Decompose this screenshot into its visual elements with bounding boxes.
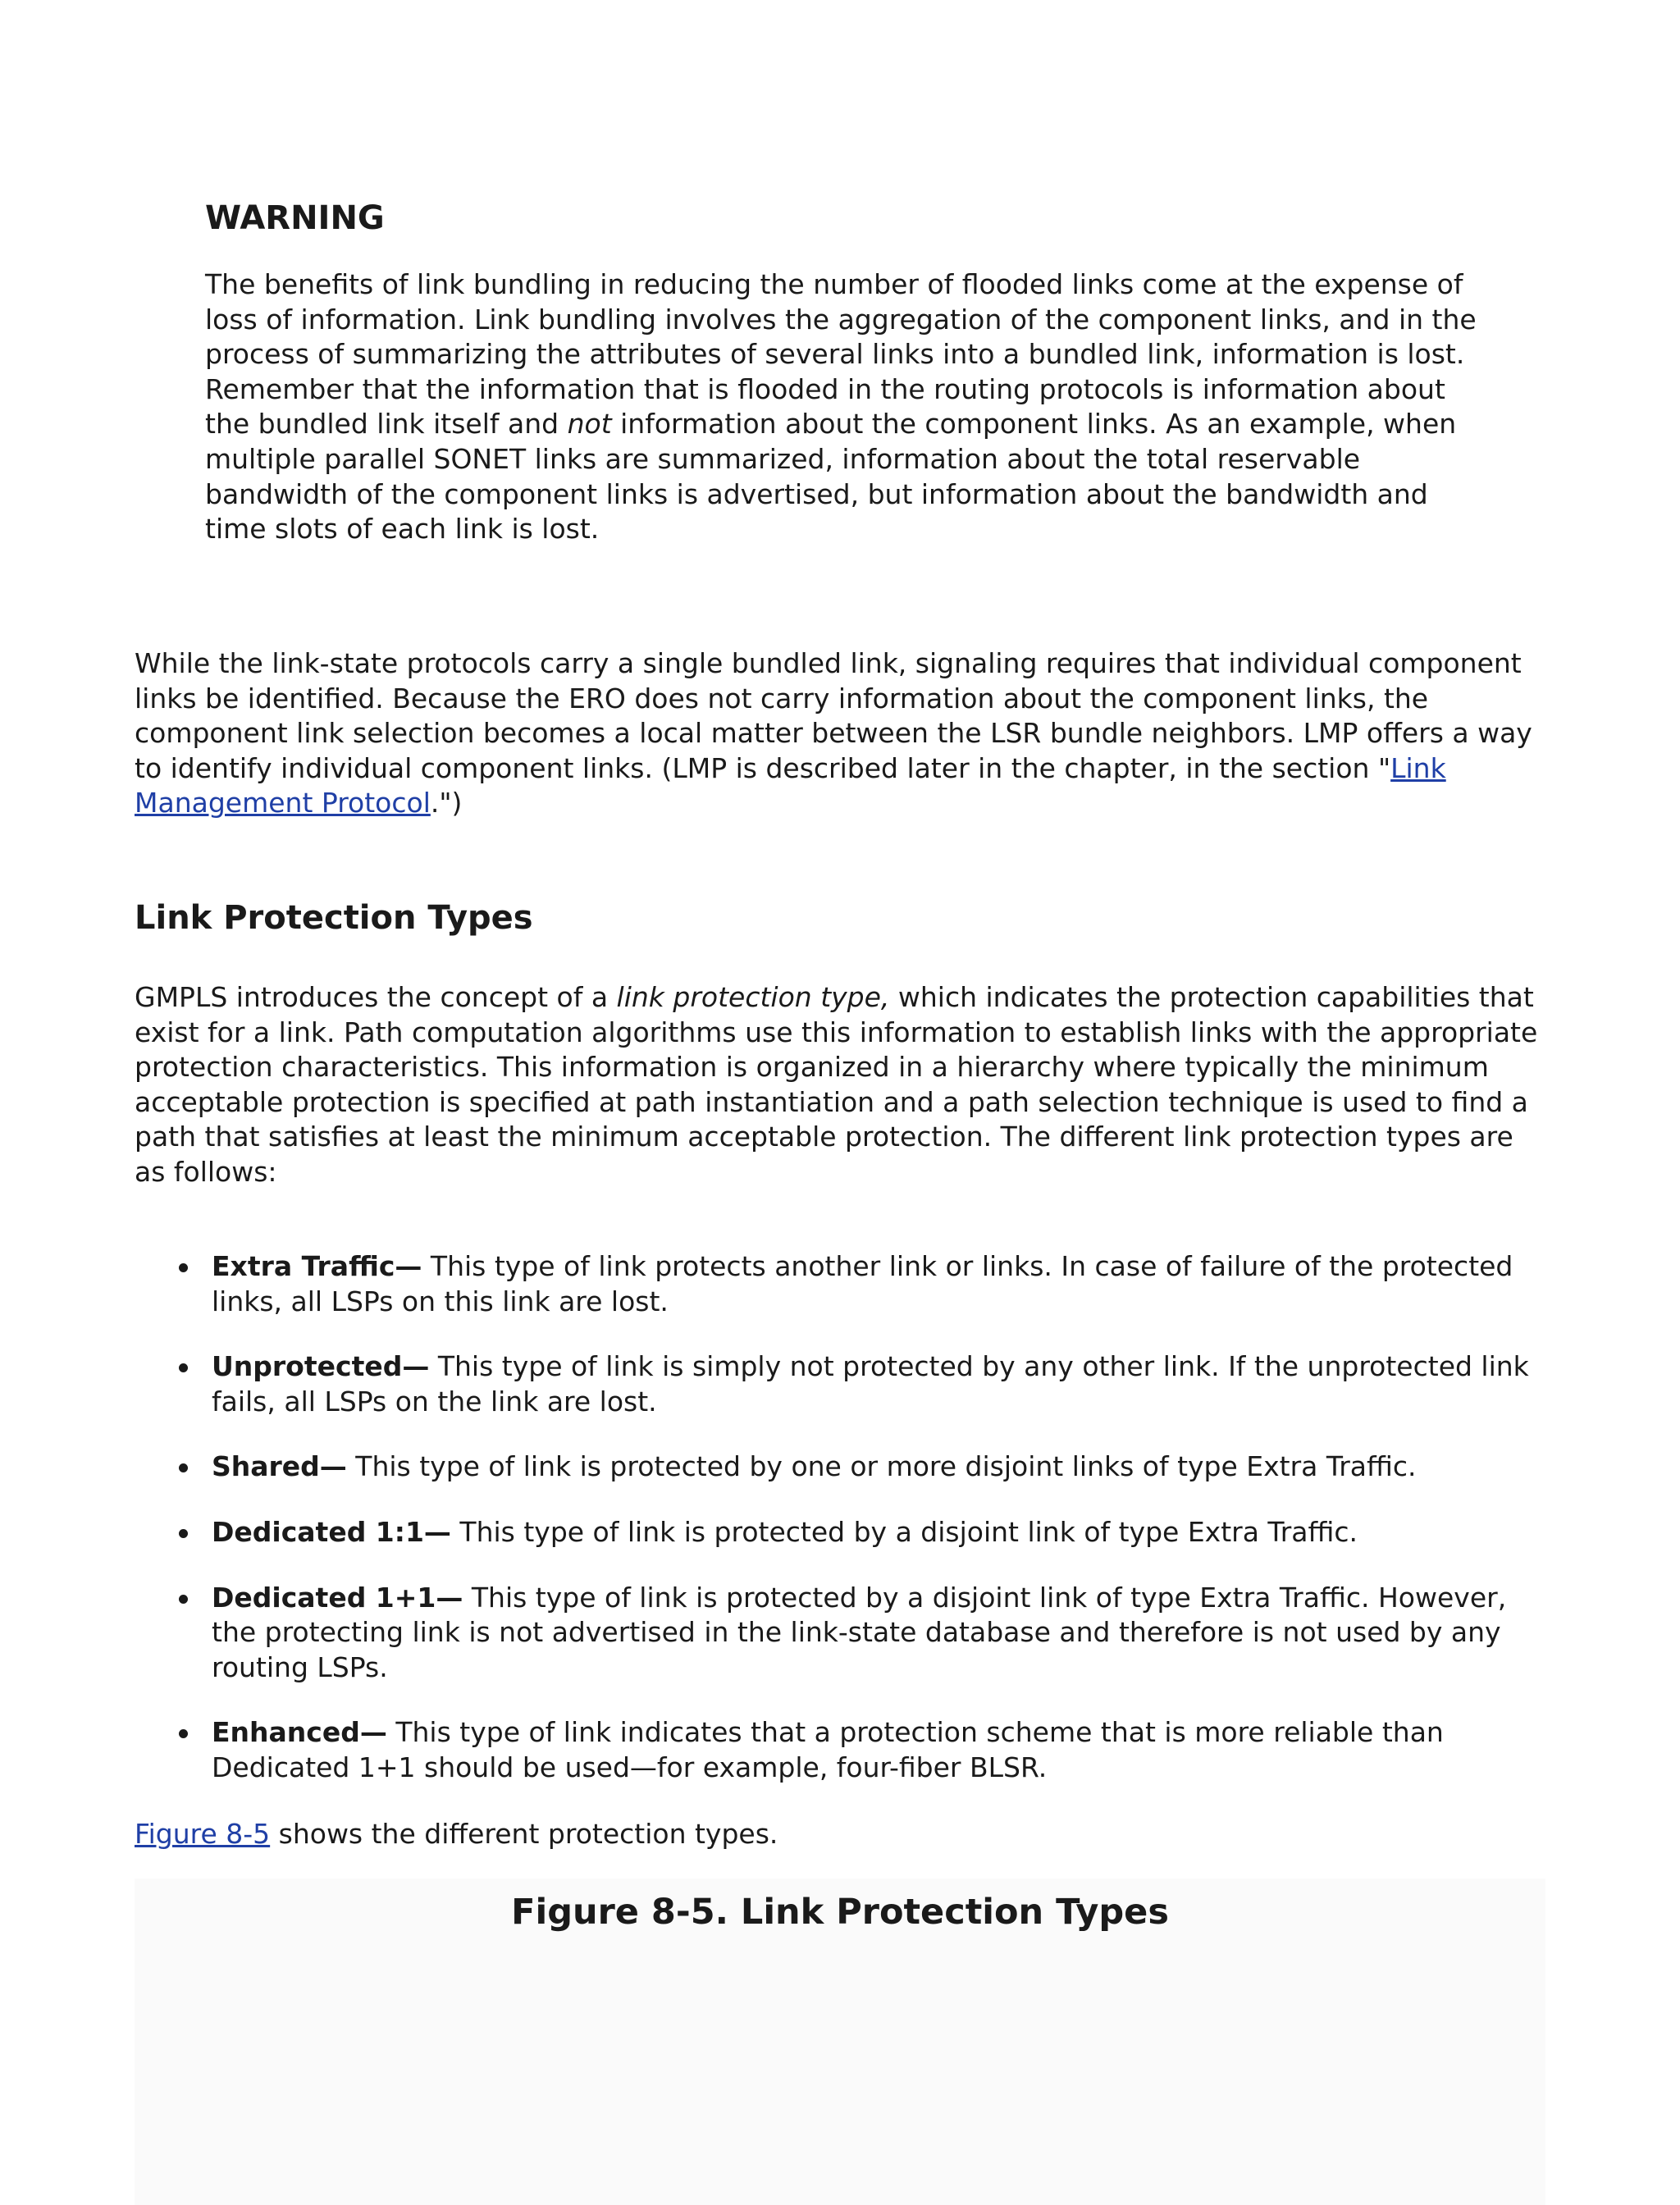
paragraph-gmpls bbox=[135, 980, 1545, 1190]
warning-box bbox=[205, 197, 1485, 547]
list-item-term: Extra Traffic— bbox=[212, 1250, 422, 1282]
list-item-term: Unprotected— bbox=[212, 1350, 430, 1383]
paragraph-text: GMPLS introduces the concept of a bbox=[135, 981, 617, 1013]
list-item bbox=[135, 1249, 1545, 1319]
list-item bbox=[135, 1715, 1545, 1785]
bullet-icon bbox=[179, 1595, 188, 1604]
bullet-icon bbox=[179, 1263, 188, 1272]
term-link-protection-type: link protection type, bbox=[616, 981, 890, 1013]
list-item-desc: This type of link is protected by a disjoint link of type Extra Traffic. However, the protecting link is not advertised in the link-state database and therefore is not used by any routing LSPs. bbox=[212, 1581, 1507, 1683]
list-item bbox=[135, 1515, 1545, 1550]
paragraph-link-state bbox=[135, 646, 1545, 821]
list-item-term: Shared— bbox=[212, 1450, 347, 1483]
list-item-term: Dedicated 1:1— bbox=[212, 1515, 451, 1548]
warning-text-1: The benefits of link bundling in reducing the number of flooded links come at the expense of loss of information. Link bundling involves the aggregation of the component links, and in the process of summarizing the attributes of several links into a bundled link, information is lost. Remember that the information that is flooded in the routing protocols is information about the bundled link itself and bbox=[205, 268, 1477, 441]
paragraph-text: which indicates the protection capabilities that exist for a link. Path computation algorithms use this information to establish links with the appropriate protection characteristics. This information is organized in a hierarchy where typically the minimum acceptable protection is specified at path instantiation and a path selection technique is used to find a path that satisfies at least the minimum acceptable protection. The different link protection types are as follows: bbox=[135, 981, 1538, 1188]
warning-body bbox=[205, 267, 1485, 547]
bullet-icon bbox=[179, 1463, 188, 1472]
warning-emphasis-not: not bbox=[567, 408, 612, 441]
paragraph-text: shows the different protection types. bbox=[270, 1818, 778, 1850]
list-item-desc: This type of link protects another link or links. In case of failure of the protected links, all LSPs on this link are lost. bbox=[212, 1250, 1513, 1317]
list-item-desc: This type of link indicates that a protection scheme that is more reliable than Dedicated 1+1 should be used—for example, four-fiber BLSR. bbox=[212, 1716, 1444, 1783]
list-item-desc: This type of link is protected by one or more disjoint links of type Extra Traffic. bbox=[346, 1450, 1417, 1483]
paragraph-figure-ref bbox=[135, 1817, 1545, 1852]
list-item bbox=[135, 1449, 1545, 1485]
warning-title: WARNING bbox=[205, 199, 385, 237]
bullet-icon bbox=[179, 1729, 188, 1738]
list-item bbox=[135, 1581, 1545, 1686]
paragraph-end: .") bbox=[430, 787, 463, 819]
protection-types-list bbox=[135, 1249, 1545, 1816]
list-item bbox=[135, 1349, 1545, 1419]
figure-caption: Figure 8-5. Link Protection Types bbox=[511, 1892, 1169, 1933]
list-item-term: Dedicated 1+1— bbox=[212, 1581, 463, 1614]
list-item-desc: This type of link is protected by a disjoint link of type Extra Traffic. bbox=[450, 1515, 1358, 1548]
bullet-icon bbox=[179, 1529, 188, 1538]
bullet-icon bbox=[179, 1363, 188, 1372]
figure-8-5-link[interactable]: Figure 8-5 bbox=[135, 1818, 271, 1850]
list-item-term: Enhanced— bbox=[212, 1716, 387, 1749]
section-heading: Link Protection Types bbox=[135, 899, 533, 937]
paragraph-text: While the link-state protocols carry a single bundled link, signaling requires that individual component links be identified. Because the ERO does not carry information about the component links, the component link selection becomes a local matter between the LSR bundle neighbors. LMP offers a way to identify individual component links. (LMP is described later in the chapter, in the section " bbox=[135, 647, 1532, 784]
list-item-desc: This type of link is simply not protected by any other link. If the unprotected link fails, all LSPs on the link are lost. bbox=[212, 1350, 1529, 1418]
link-management-protocol-link[interactable]: Link Management Protocol bbox=[135, 751, 1446, 819]
warning-text-2: information about the component links. As an example, when multiple parallel SONET links are summarized, information about the total reservable bandwidth of the component links is advertised, but information about the bandwidth and time slots of each link is lost. bbox=[205, 408, 1457, 546]
